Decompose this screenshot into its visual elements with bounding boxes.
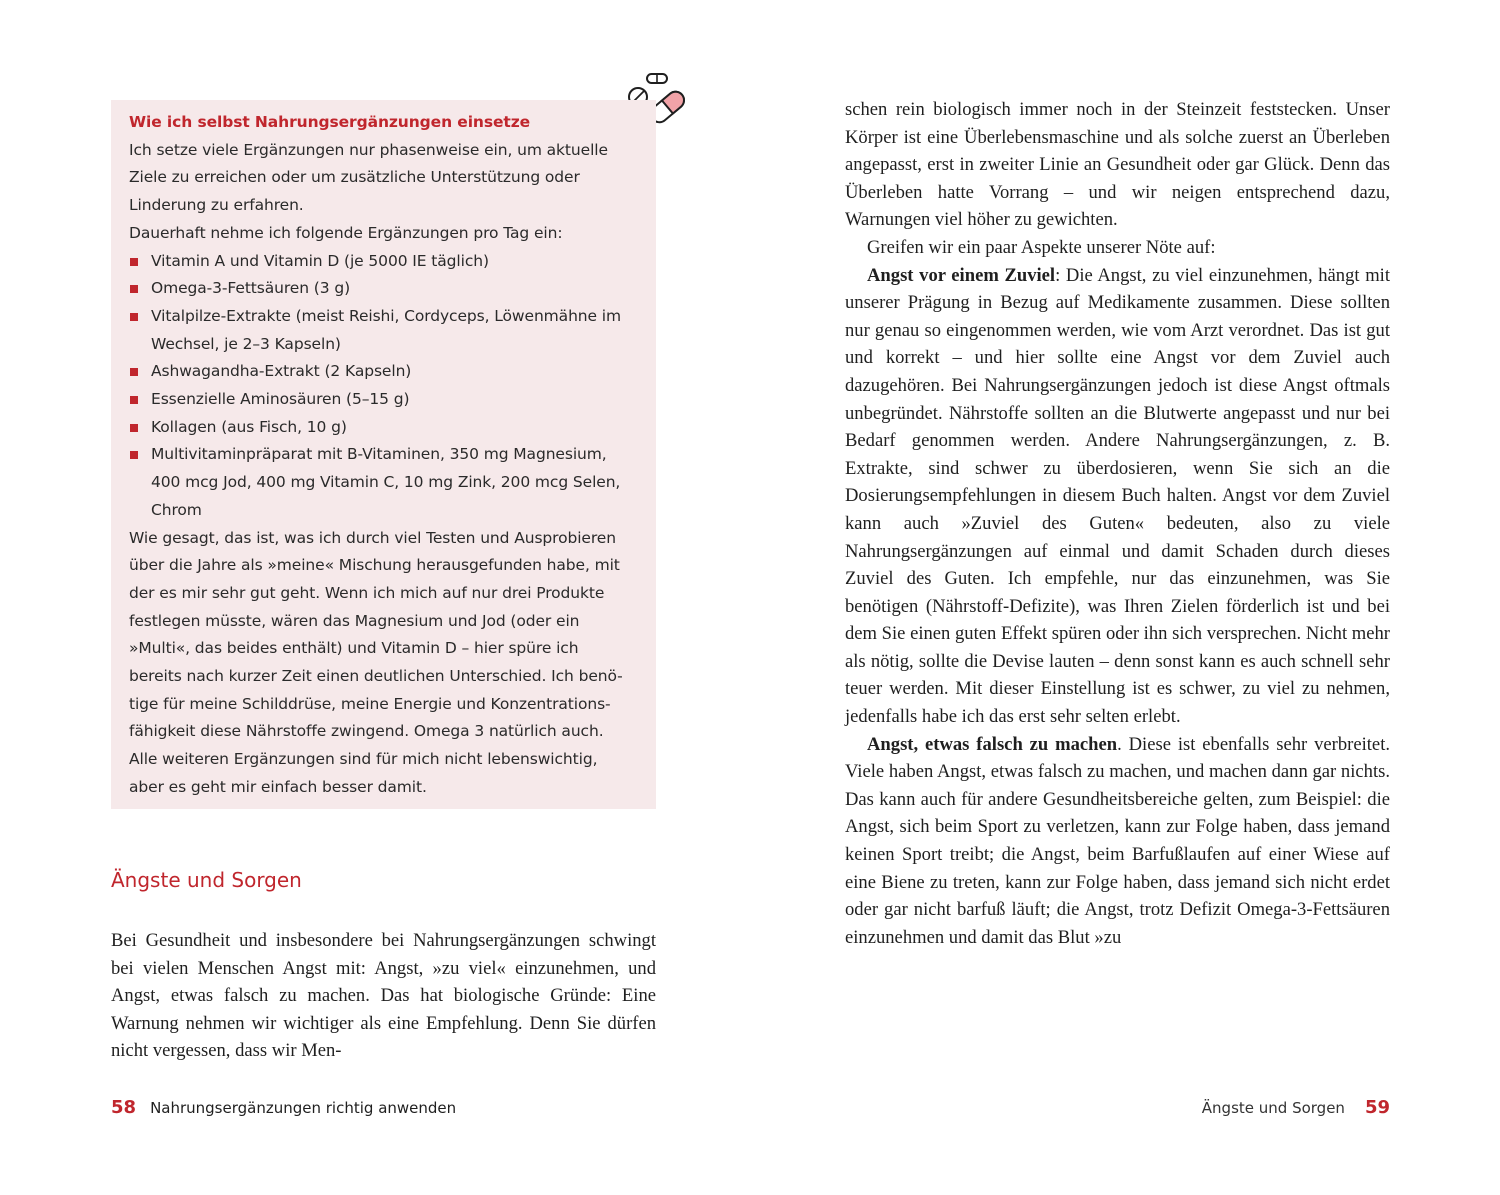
info-box-line: über die Jahre als »meine« Mischung herausgefunden habe, mit (129, 556, 620, 575)
body-paragraph: Angst, etwas falsch zu machen. Diese ist ebenfalls sehr verbreitet. Viele haben Angst, etwas falsch zu machen, und machen dann gar nichts. Das kann auch für andere Gesundheitsbereiche gelten, zum Beispiel: die Angst, sich beim Sport zu verletzen, kann zur Folge haben, dass jemand keinen Sport treibt; die Angst, beim Barfußlaufen auf einer Wiese auf eine Biene zu treten, kann zur Folge haben, dass jemand sich nicht erdet oder gar nicht barfuß läuft; die Angst, trotz Defizit Omega-3-Fettsäuren einzunehmen und damit das Blut »zu (845, 733, 1391, 948)
left-body-text (111, 927, 656, 1065)
left-footer (111, 1097, 456, 1118)
bullet-square-icon (130, 451, 138, 459)
list-item: Kollagen (aus Fisch, 10 g) (129, 414, 638, 442)
running-title: Nahrungsergänzungen richtig anwenden (150, 1099, 457, 1117)
info-box-line: Alle weiteren Ergänzungen sind für mich nicht lebenswichtig, (129, 750, 598, 769)
info-box-line: Linderung zu erfahren. (129, 196, 304, 215)
info-box (111, 100, 656, 809)
info-box-line: bereits nach kurzer Zeit einen deutlichen Unterschied. Ich benö- (129, 667, 623, 686)
bold-lead: Angst, etwas falsch zu machen (867, 733, 1118, 755)
info-box-line: der es mir sehr gut geht. Wenn ich mich auf nur drei Produkte (129, 583, 605, 602)
bullet-square-icon (130, 285, 138, 293)
info-box-line: Ich setze viele Ergänzungen nur phasenweise ein, um aktuelle (129, 140, 608, 159)
body-paragraph: Bei Gesundheit und insbesondere bei Nahrungsergänzungen schwingt bei vielen Menschen Angst mit: Angst, »zu viel« einzunehmen, und Angst, etwas falsch zu machen. Das hat biologische Gründe: Eine Warnung nehmen wir wichtiger als eine Empfehlung. Denn Sie dürfen nicht vergessen, dass wir Men- (111, 930, 656, 1062)
running-title: Ängste und Sorgen (1201, 1099, 1345, 1117)
info-box-line: fähigkeit diese Nährstoffe zwingend. Omega 3 natürlich auch. (129, 722, 604, 741)
page-number: 59 (1364, 1097, 1390, 1118)
bullet-square-icon (130, 368, 138, 376)
info-box-title: Wie ich selbst Nahrungsergänzungen einsetze (129, 113, 531, 131)
right-footer (1202, 1097, 1390, 1118)
section-heading: Ängste und Sorgen (111, 868, 302, 892)
body-paragraph: Greifen wir ein paar Aspekte unserer Nöte auf: (867, 236, 1216, 258)
bullet-square-icon (130, 258, 138, 266)
list-item: Essenzielle Aminosäuren (5–15 g) (129, 386, 638, 414)
info-box-line: Wie gesagt, das ist, was ich durch viel Testen und Ausprobieren (129, 528, 616, 547)
info-box-line: festlegen müsste, wären das Magnesium und Jod (oder ein (129, 611, 580, 630)
info-box-line: »Multi«, das beides enthält) und Vitamin D – hier spüre ich (129, 639, 579, 658)
info-box-line: Ziele zu erreichen oder um zusätzliche Unterstützung oder (129, 168, 580, 187)
right-body-text (845, 96, 1390, 951)
page-number: 58 (111, 1097, 137, 1118)
right-page (750, 0, 1500, 1195)
list-item: Ashwagandha-Extrakt (2 Kapseln) (129, 358, 638, 386)
body-paragraph: Angst vor einem Zuviel: Die Angst, zu viel einzunehmen, hängt mit unserer Prägung in Bezug auf Medikamente zusammen. Diese sollten nur genau so eingenommen werden, wie vom Arzt verordnet. Das ist gut und korrekt – und hier sollte eine Angst vor dem Zuviel auch dazugehören. Bei Nahrungsergänzungen jedoch ist diese Angst oftmals unbegründet. Nährstoffe sollten an die Blutwerte angepasst und nur bei Bedarf genommen werden. Andere Nahrungsergänzungen, z. B. Extrakte, sind schwer zu überdosieren, wenn Sie sich an die Dosierungsempfehlungen in diesem Buch halten. Angst vor dem Zuviel kann auch »Zuviel des Guten« bedeuten, also zu viele Nahrungsergänzungen auf einmal und damit Schaden durch dieses Zuviel des Guten. Ich empfehle, nur das einzunehmen, was Sie benötigen (Nährstoff-Defizite), was Ihren Zielen förderlich ist und bei dem Sie einen guten Effekt spüren oder ihn sich versprechen. Nicht mehr als nötig, sollte die Devise lauten – denn sonst kann es auch schnell sehr teuer werden. Mit dieser Einstellung ist es schwer, zu viel zu nehmen, jedenfalls habe ich das erst sehr selten erlebt. (845, 264, 1391, 728)
info-box-line: aber es geht mir einfach besser damit. (129, 777, 427, 796)
bullet-square-icon (130, 313, 138, 321)
list-item: Multivitaminpräparat mit B-Vitaminen, 350 mg Magnesium, 400 mcg Jod, 400 mg Vitamin C, 10 mg Zink, 200 mcg Selen, Chrom (129, 441, 638, 524)
supplement-list (129, 248, 638, 525)
info-box-line: Dauerhaft nehme ich folgende Ergänzungen pro Tag ein: (129, 223, 563, 242)
list-item: Vitalpilze-Extrakte (meist Reishi, Cordyceps, Löwenmähne im Wechsel, je 2–3 Kapseln) (129, 303, 638, 358)
body-paragraph: schen rein biologisch immer noch in der Steinzeit feststecken. Unser Körper ist eine Überlebensmaschine und als solche zuerst an Überleben angepasst, erst in zweiter Linie an Gesundheit oder gar Glück. Denn das Überleben hatte Vorrang – und wir neigen entsprechend dazu, Warnungen viel höher zu gewichten. (845, 99, 1390, 231)
bold-lead: Angst vor einem Zuviel (867, 264, 1056, 286)
info-box-line: tige für meine Schilddrüse, meine Energie und Konzentrations- (129, 694, 611, 713)
list-item: Omega-3-Fettsäuren (3 g) (129, 275, 638, 303)
bullet-square-icon (130, 396, 138, 404)
list-item: Vitamin A und Vitamin D (je 5000 IE täglich) (129, 248, 638, 276)
bullet-square-icon (130, 424, 138, 432)
